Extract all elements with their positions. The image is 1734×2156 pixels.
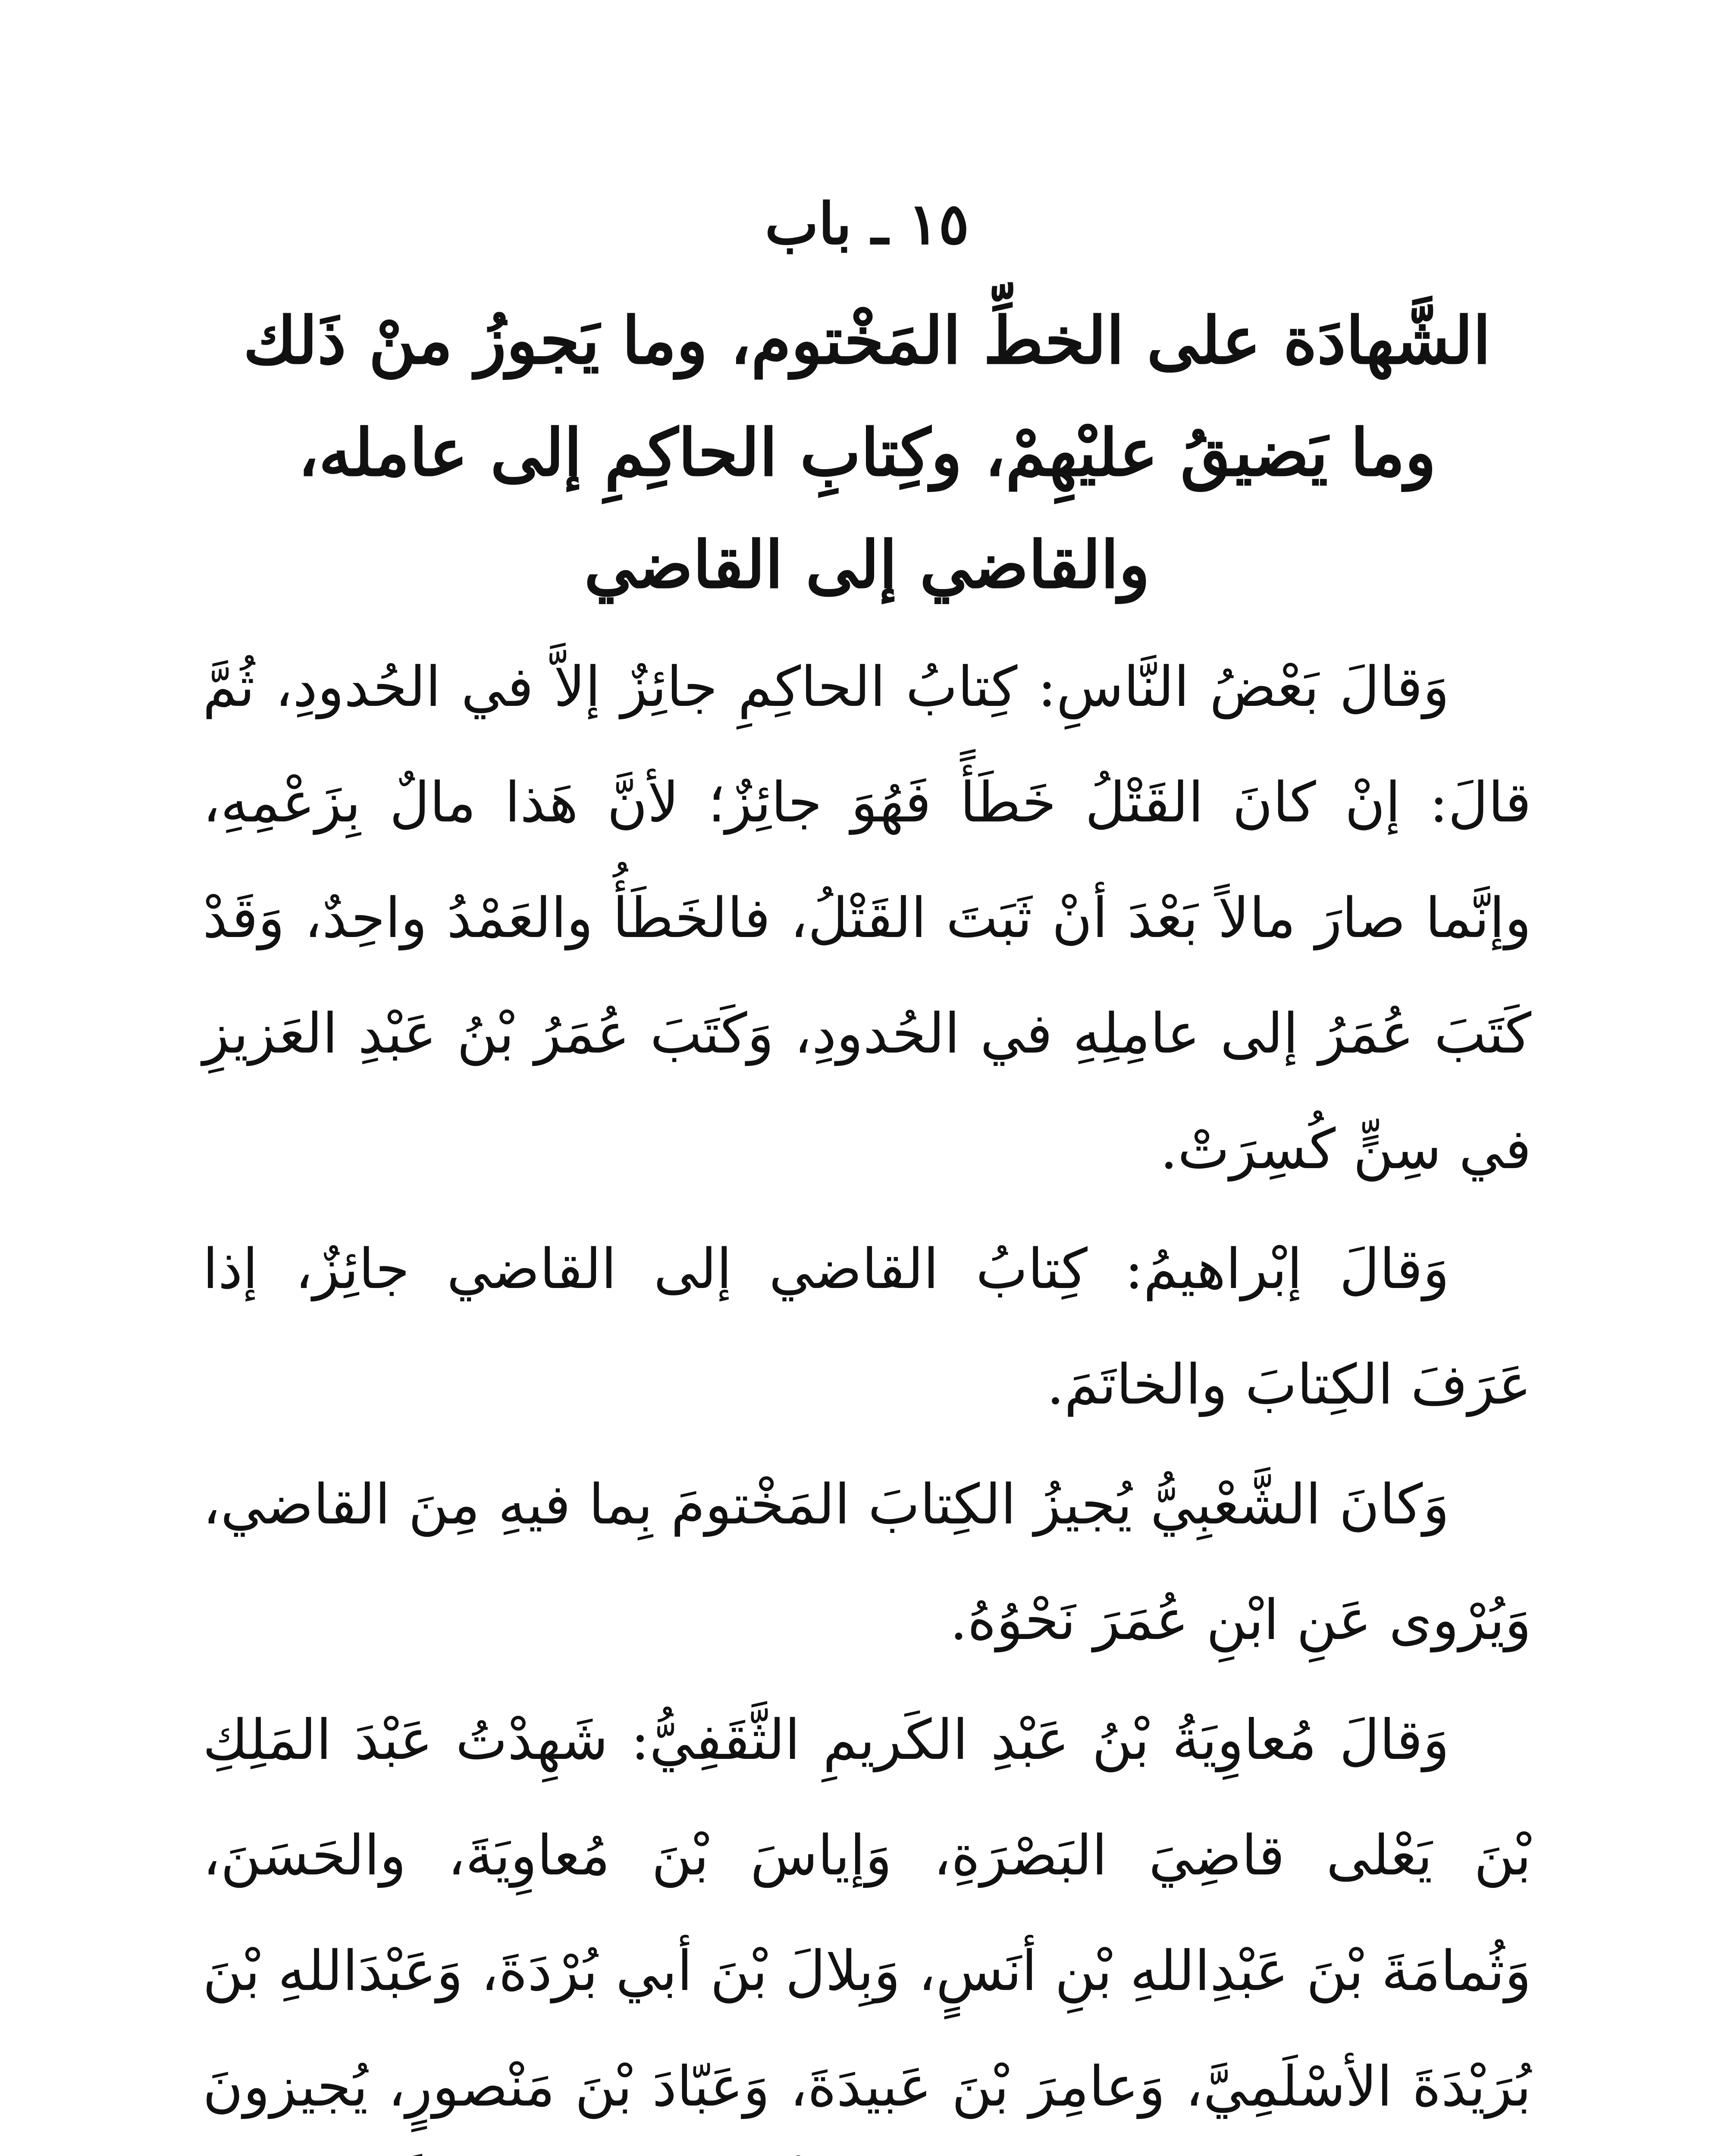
chapter-title-line: والقاضي إلى القاضي <box>584 527 1150 603</box>
paragraph: وَقالَ بَعْضُ النَّاسِ: كِتابُ الحاكِمِ جائِزٌ إلاَّ في الحُدودِ، ثُمَّ قالَ: إنْ كانَ القَتْلُ خَطَأً فَهُوَ جائِزٌ؛ لأنَّ هَذا مالٌ بِزَعْمِهِ، وإنَّما صارَ مالاً بَعْدَ أنْ ثَبَتَ القَتْلُ، فالخَطَأُ والعَمْدُ واحِدٌ، وَقَدْ كَتَبَ عُمَرُ إلى عامِلِهِ في الحُدودِ، وَكَتَبَ عُمَرُ بْنُ عَبْدِ العَزيزِ في سِنٍّ كُسِرَتْ. <box>203 655 1532 1181</box>
body-text <box>203 630 1531 2156</box>
paragraph: وَقالَ مُعاوِيَةُ بْنُ عَبْدِ الكَريمِ الثَّقَفِيُّ: شَهِدْتُ عَبْدَ المَلِكِ بْنَ يَعْلى قاضِيَ البَصْرَةِ، وَإياسَ بْنَ مُعاوِيَةَ، والحَسَنَ، وَثُمامَةَ بْنَ عَبْدِاللهِ بْنِ أنَسٍ، وَبِلالَ بْنَ أبي بُرْدَةَ، وَعَبْدَاللهِ بْنَ بُرَيْدَةَ الأسْلَمِيَّ، وَعامِرَ بْنَ عَبيدَةَ، وَعَبّادَ بْنَ مَنْصورٍ، يُجيزونَ <box>203 1708 1532 2119</box>
chapter-number-heading: ١٥ ـ باب <box>765 191 969 257</box>
chapter-title <box>185 285 1549 621</box>
chapter-title-line: الشَّهادَة على الخطِّ المَخْتوم، وما يَجوزُ منْ ذَلك <box>243 303 1491 379</box>
paragraph: وَكانَ الشَّعْبِيُّ يُجيزُ الكِتابَ المَخْتومَ بِما فيهِ مِنَ القاضي، وَيُرْوى عَنِ ابْنِ عُمَرَ نَحْوُهُ. <box>203 1473 1531 1652</box>
chapter-title-line: وما يَضيقُ عليْهِمْ، وكِتابِ الحاكِمِ إلى عامله، <box>298 415 1436 491</box>
paragraph: وَقالَ إبْراهيمُ: كِتابُ القاضي إلى القاضي جائِزٌ، إذا عَرَفَ الكِتابَ والخاتَمَ. <box>203 1237 1531 1417</box>
